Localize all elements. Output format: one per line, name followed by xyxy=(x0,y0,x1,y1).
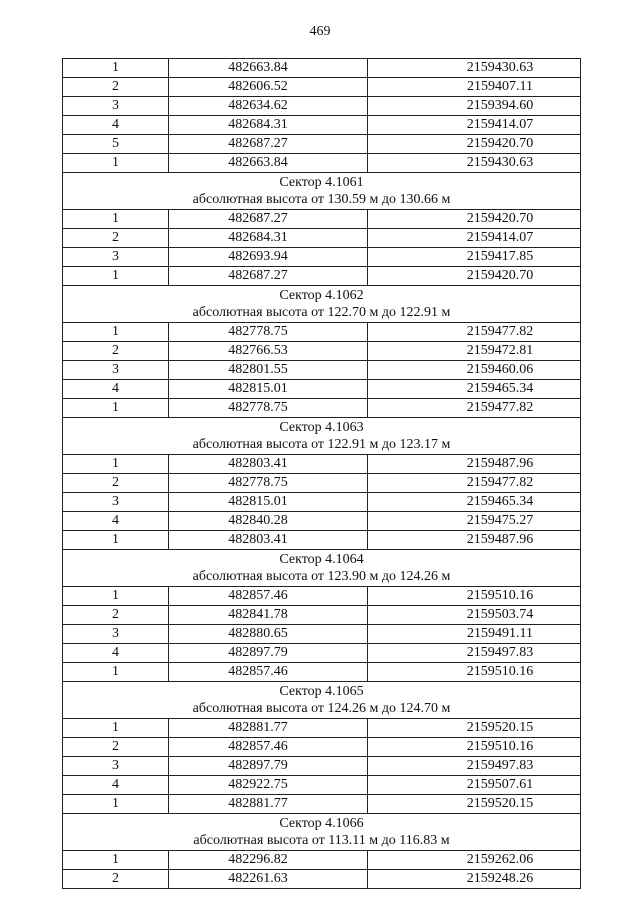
point-number-cell: 1 xyxy=(63,323,169,342)
table-row xyxy=(63,663,581,682)
x-coordinate-cell: 482881.77 xyxy=(169,719,368,738)
x-coordinate-cell: 482841.78 xyxy=(169,606,368,625)
x-coordinate-cell: 482922.75 xyxy=(169,776,368,795)
x-coordinate-cell: 482687.27 xyxy=(169,135,368,154)
table-row xyxy=(63,587,581,606)
x-coordinate-cell: 482840.28 xyxy=(169,512,368,531)
sector-height-range: абсолютная высота от 123.90 м до 124.26 м xyxy=(192,569,451,584)
x-coordinate-cell: 482687.27 xyxy=(169,210,368,229)
point-number-cell: 1 xyxy=(63,531,169,550)
y-coordinate-cell: 2159510.16 xyxy=(368,663,581,682)
point-number-cell: 1 xyxy=(63,587,169,606)
table-row xyxy=(63,474,581,493)
table-row xyxy=(63,757,581,776)
coordinates-table-body xyxy=(63,59,581,889)
point-number-cell: 2 xyxy=(63,738,169,757)
table-row xyxy=(63,154,581,173)
table-row xyxy=(63,78,581,97)
x-coordinate-cell: 482803.41 xyxy=(169,531,368,550)
table-row xyxy=(63,267,581,286)
point-number-cell: 5 xyxy=(63,135,169,154)
y-coordinate-cell: 2159465.34 xyxy=(368,493,581,512)
x-coordinate-cell: 482778.75 xyxy=(169,474,368,493)
sector-header xyxy=(63,550,581,587)
x-coordinate-cell: 482296.82 xyxy=(169,851,368,870)
table-row xyxy=(63,323,581,342)
point-number-cell: 1 xyxy=(63,719,169,738)
y-coordinate-cell: 2159510.16 xyxy=(368,738,581,757)
y-coordinate-cell: 2159420.70 xyxy=(368,267,581,286)
sector-height-range: абсолютная высота от 113.11 м до 116.83 м xyxy=(193,833,450,848)
point-number-cell: 1 xyxy=(63,210,169,229)
table-row xyxy=(63,512,581,531)
sector-title: Сектор 4.1062 xyxy=(279,288,364,303)
point-number-cell: 4 xyxy=(63,380,169,399)
y-coordinate-cell: 2159475.27 xyxy=(368,512,581,531)
table-row xyxy=(63,719,581,738)
x-coordinate-cell: 482684.31 xyxy=(169,116,368,135)
y-coordinate-cell: 2159487.96 xyxy=(368,455,581,474)
point-number-cell: 1 xyxy=(63,267,169,286)
x-coordinate-cell: 482815.01 xyxy=(169,493,368,512)
y-coordinate-cell: 2159497.83 xyxy=(368,757,581,776)
x-coordinate-cell: 482261.63 xyxy=(169,870,368,889)
table-row xyxy=(63,625,581,644)
sector-title: Сектор 4.1066 xyxy=(279,816,364,831)
sector-title: Сектор 4.1065 xyxy=(279,684,364,699)
table-row xyxy=(63,606,581,625)
x-coordinate-cell: 482687.27 xyxy=(169,267,368,286)
point-number-cell: 1 xyxy=(63,154,169,173)
y-coordinate-cell: 2159465.34 xyxy=(368,380,581,399)
point-number-cell: 1 xyxy=(63,851,169,870)
x-coordinate-cell: 482684.31 xyxy=(169,229,368,248)
y-coordinate-cell: 2159262.06 xyxy=(368,851,581,870)
point-number-cell: 2 xyxy=(63,606,169,625)
sector-header xyxy=(63,173,581,210)
x-coordinate-cell: 482803.41 xyxy=(169,455,368,474)
table-row xyxy=(63,455,581,474)
sector-title: Сектор 4.1063 xyxy=(279,420,364,435)
sector-header xyxy=(63,814,581,851)
y-coordinate-cell: 2159420.70 xyxy=(368,135,581,154)
y-coordinate-cell: 2159510.16 xyxy=(368,587,581,606)
y-coordinate-cell: 2159477.82 xyxy=(368,399,581,418)
sector-title: Сектор 4.1064 xyxy=(279,552,364,567)
point-number-cell: 1 xyxy=(63,455,169,474)
y-coordinate-cell: 2159420.70 xyxy=(368,210,581,229)
point-number-cell: 3 xyxy=(63,493,169,512)
point-number-cell: 1 xyxy=(63,795,169,814)
point-number-cell: 3 xyxy=(63,248,169,267)
point-number-cell: 3 xyxy=(63,625,169,644)
point-number-cell: 3 xyxy=(63,361,169,380)
y-coordinate-cell: 2159472.81 xyxy=(368,342,581,361)
sector-header-row xyxy=(63,173,581,210)
table-row xyxy=(63,229,581,248)
y-coordinate-cell: 2159487.96 xyxy=(368,531,581,550)
x-coordinate-cell: 482857.46 xyxy=(169,587,368,606)
y-coordinate-cell: 2159407.11 xyxy=(368,78,581,97)
table-row xyxy=(63,97,581,116)
y-coordinate-cell: 2159248.26 xyxy=(368,870,581,889)
table-row xyxy=(63,248,581,267)
table-row xyxy=(63,795,581,814)
y-coordinate-cell: 2159414.07 xyxy=(368,116,581,135)
y-coordinate-cell: 2159497.83 xyxy=(368,644,581,663)
point-number-cell: 2 xyxy=(63,342,169,361)
point-number-cell: 1 xyxy=(63,663,169,682)
point-number-cell: 1 xyxy=(63,59,169,78)
sector-header xyxy=(63,418,581,455)
point-number-cell: 4 xyxy=(63,116,169,135)
x-coordinate-cell: 482897.79 xyxy=(169,644,368,663)
x-coordinate-cell: 482801.55 xyxy=(169,361,368,380)
x-coordinate-cell: 482778.75 xyxy=(169,399,368,418)
table-row xyxy=(63,870,581,889)
y-coordinate-cell: 2159417.85 xyxy=(368,248,581,267)
point-number-cell: 2 xyxy=(63,229,169,248)
x-coordinate-cell: 482693.94 xyxy=(169,248,368,267)
table-row xyxy=(63,738,581,757)
table-row xyxy=(63,135,581,154)
x-coordinate-cell: 482815.01 xyxy=(169,380,368,399)
y-coordinate-cell: 2159520.15 xyxy=(368,719,581,738)
sector-header-row xyxy=(63,814,581,851)
y-coordinate-cell: 2159477.82 xyxy=(368,474,581,493)
sector-header-row xyxy=(63,550,581,587)
y-coordinate-cell: 2159394.60 xyxy=(368,97,581,116)
sector-height-range: абсолютная высота от 122.70 м до 122.91 м xyxy=(192,305,451,320)
sector-header xyxy=(63,682,581,719)
point-number-cell: 4 xyxy=(63,776,169,795)
sector-title: Сектор 4.1061 xyxy=(279,175,364,190)
table-row xyxy=(63,380,581,399)
x-coordinate-cell: 482663.84 xyxy=(169,59,368,78)
point-number-cell: 3 xyxy=(63,757,169,776)
y-coordinate-cell: 2159430.63 xyxy=(368,154,581,173)
sector-height-range: абсолютная высота от 130.59 м до 130.66 м xyxy=(192,192,451,207)
point-number-cell: 2 xyxy=(63,474,169,493)
table-row xyxy=(63,493,581,512)
point-number-cell: 4 xyxy=(63,512,169,531)
sector-height-range: абсолютная высота от 124.26 м до 124.70 м xyxy=(192,701,451,716)
table-row xyxy=(63,851,581,870)
sector-height-range: абсолютная высота от 122.91 м до 123.17 м xyxy=(192,437,451,452)
y-coordinate-cell: 2159460.06 xyxy=(368,361,581,380)
x-coordinate-cell: 482897.79 xyxy=(169,757,368,776)
y-coordinate-cell: 2159507.61 xyxy=(368,776,581,795)
x-coordinate-cell: 482881.77 xyxy=(169,795,368,814)
table-row xyxy=(63,210,581,229)
sector-header-row xyxy=(63,286,581,323)
x-coordinate-cell: 482634.62 xyxy=(169,97,368,116)
table-row xyxy=(63,644,581,663)
table-row xyxy=(63,399,581,418)
page-number: 469 xyxy=(309,24,331,39)
table-row xyxy=(63,342,581,361)
point-number-cell: 3 xyxy=(63,97,169,116)
x-coordinate-cell: 482606.52 xyxy=(169,78,368,97)
x-coordinate-cell: 482766.53 xyxy=(169,342,368,361)
point-number-cell: 1 xyxy=(63,399,169,418)
y-coordinate-cell: 2159491.11 xyxy=(368,625,581,644)
y-coordinate-cell: 2159520.15 xyxy=(368,795,581,814)
table-row xyxy=(63,59,581,78)
table-row xyxy=(63,776,581,795)
table-row xyxy=(63,361,581,380)
x-coordinate-cell: 482857.46 xyxy=(169,738,368,757)
point-number-cell: 4 xyxy=(63,644,169,663)
y-coordinate-cell: 2159477.82 xyxy=(368,323,581,342)
sector-header-row xyxy=(63,682,581,719)
table-row xyxy=(63,116,581,135)
sector-header-row xyxy=(63,418,581,455)
x-coordinate-cell: 482857.46 xyxy=(169,663,368,682)
y-coordinate-cell: 2159430.63 xyxy=(368,59,581,78)
point-number-cell: 2 xyxy=(63,78,169,97)
x-coordinate-cell: 482778.75 xyxy=(169,323,368,342)
y-coordinate-cell: 2159503.74 xyxy=(368,606,581,625)
point-number-cell: 2 xyxy=(63,870,169,889)
x-coordinate-cell: 482880.65 xyxy=(169,625,368,644)
x-coordinate-cell: 482663.84 xyxy=(169,154,368,173)
table-row xyxy=(63,531,581,550)
coordinates-table xyxy=(62,58,581,889)
sector-header xyxy=(63,286,581,323)
y-coordinate-cell: 2159414.07 xyxy=(368,229,581,248)
